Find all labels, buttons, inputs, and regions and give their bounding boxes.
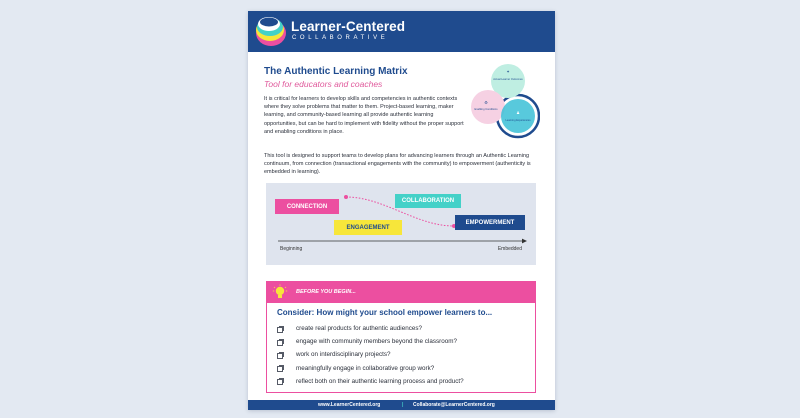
footer-bar bbox=[248, 400, 555, 410]
venn-glyph-star: ✦ bbox=[506, 69, 510, 74]
venn-label-outcomes: Actual Learner Outcomes bbox=[493, 78, 523, 81]
list-item bbox=[277, 375, 464, 388]
lightbulb-icon bbox=[272, 284, 288, 301]
venn-circle-conditions bbox=[471, 90, 505, 124]
intro-paragraph: It is critical for learners to develop skills and competencies in authentic contexts where they solve problems that matter to them. Project-based learning, maker learning, and community-based learning all provide authentic learning opportunities, but can be hard to implement with fidelity without the proper support and enabling conditions in place. bbox=[264, 96, 464, 135]
document-page bbox=[248, 11, 555, 410]
stage-collaboration: COLLABORATION bbox=[395, 194, 461, 208]
venn-glyph-gear: ⚙ bbox=[484, 100, 488, 105]
checkbox-icon bbox=[277, 365, 283, 371]
stage-empowerment: EMPOWERMENT bbox=[455, 215, 525, 230]
list-item-text: reflect both on their authentic learning process and product? bbox=[296, 377, 464, 385]
curve-start-dot bbox=[344, 195, 348, 199]
document-title: The Authentic Learning Matrix bbox=[264, 66, 408, 77]
list-item-text: meaningfully engage in collaborative group work? bbox=[296, 364, 435, 372]
before-you-begin-label: BEFORE YOU BEGIN... bbox=[296, 289, 356, 295]
venn-label-conditions: Enabling Conditions bbox=[474, 108, 498, 111]
brand-name: Learner-Centered bbox=[291, 19, 406, 34]
purpose-paragraph: This tool is designed to support teams to develop plans for advancing learners through an Authentic Learning continuum, from connection (transactional engagements with the community) to empowerment (authenticity is embedded in learning). bbox=[264, 153, 531, 176]
venn-diagram bbox=[470, 60, 540, 140]
stage-connection: CONNECTION bbox=[275, 199, 339, 214]
list-item-text: work on interdisciplinary projects? bbox=[296, 351, 391, 359]
checkbox-icon bbox=[277, 378, 283, 384]
checkbox-icon bbox=[277, 339, 283, 345]
axis-label-start: Beginning bbox=[280, 246, 303, 252]
stage-engagement: ENGAGEMENT bbox=[334, 220, 402, 235]
consider-heading: Consider: How might your school empower learners to... bbox=[277, 308, 493, 317]
list-item bbox=[277, 348, 464, 361]
before-you-begin-box bbox=[266, 281, 536, 393]
before-you-begin-banner bbox=[267, 282, 535, 303]
footer-website-link[interactable]: www.LearnerCentered.org bbox=[318, 402, 381, 408]
axis-arrow-icon bbox=[522, 239, 527, 244]
checkbox-icon bbox=[277, 352, 283, 358]
venn-label-experiences: Learning Experiences bbox=[505, 119, 531, 122]
document-subtitle: Tool for educators and coaches bbox=[264, 79, 383, 89]
brand-subtitle: COLLABORATIVE bbox=[292, 35, 389, 41]
list-item bbox=[277, 335, 464, 348]
brand-logo-icon bbox=[254, 14, 288, 48]
list-item bbox=[277, 322, 464, 335]
consider-list bbox=[277, 322, 464, 388]
list-item bbox=[277, 362, 464, 375]
list-item-text: engage with community members beyond the classroom? bbox=[296, 338, 457, 346]
continuum-diagram bbox=[266, 183, 536, 265]
list-item-text: create real products for authentic audiences? bbox=[296, 325, 423, 333]
venn-circle-experiences bbox=[501, 99, 535, 133]
axis-label-end: Embedded bbox=[497, 246, 522, 252]
footer-email-link[interactable]: Collaborate@LearnerCentered.org bbox=[413, 402, 495, 408]
venn-glyph-person: ♟ bbox=[516, 110, 520, 115]
footer-separator: | bbox=[402, 401, 404, 408]
checkbox-icon bbox=[277, 326, 283, 332]
header-banner bbox=[248, 11, 555, 52]
